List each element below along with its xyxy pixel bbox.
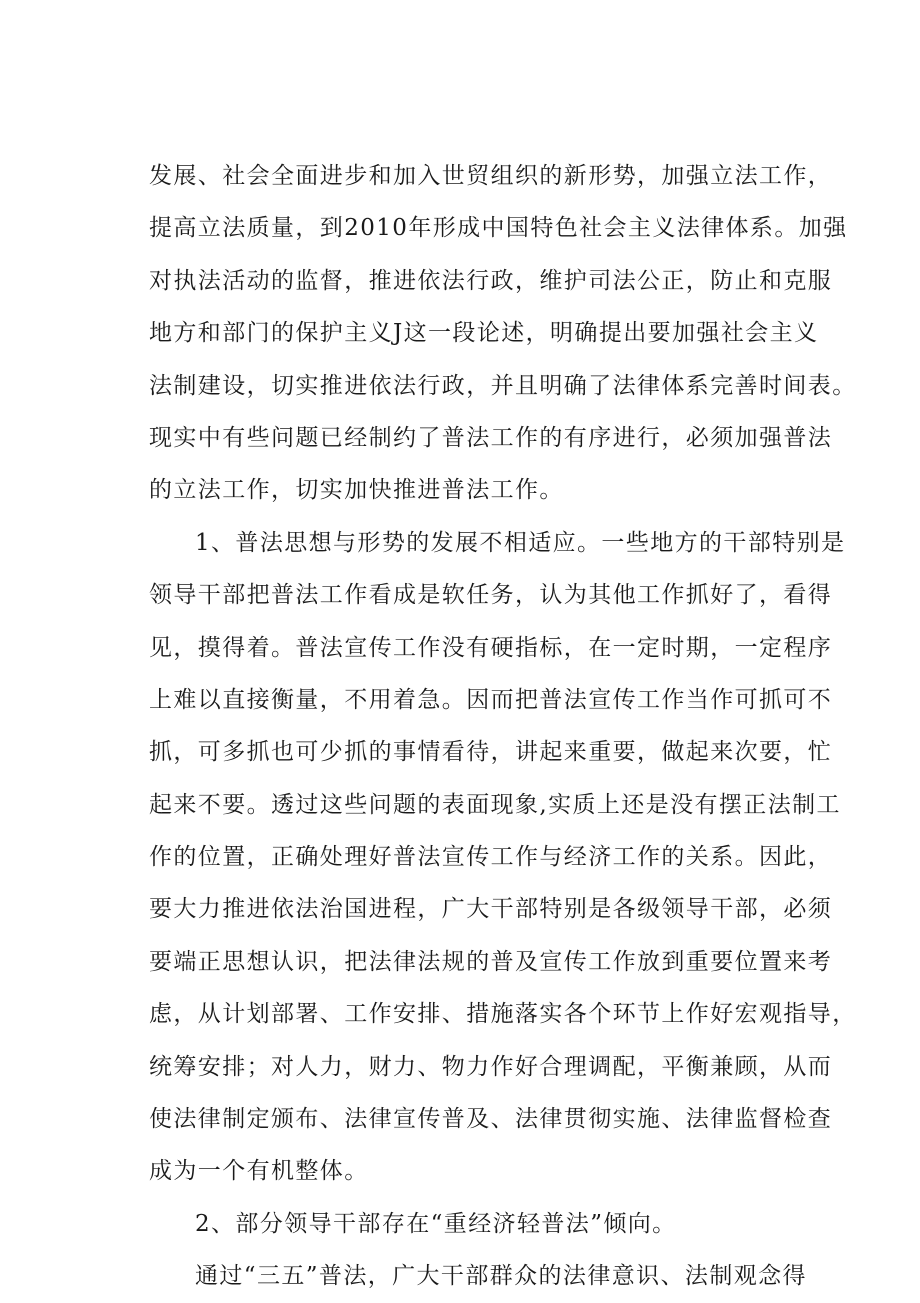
text-line: 作的位置，正确处理好普法宣传工作与经济工作的关系。因此，	[149, 844, 833, 871]
text-line: 起来不要。透过这些问题的表面现象,实质上还是没有摆正法制工	[149, 791, 841, 818]
text-line: 通过“三五”普法，广大干部群众的法律意识、法制观念得	[195, 1263, 807, 1290]
text-line: 发展、社会全面进步和加入世贸组织的新形势，加强立法工作，	[149, 163, 833, 189]
text-line: 对执法活动的监督，推进依法行政，维护司法公正，防止和克服	[149, 267, 833, 294]
text-line: 领导干部把普法工作看成是软任务，认为其他工作抓好了，看得	[149, 582, 833, 609]
text-line: 法制建设，切实推进依法行政，并且明确了法律体系完善时间表。	[149, 372, 857, 399]
text-line: 提高立法质量，到2010年形成中国特色社会主义法律体系。加强	[149, 215, 848, 242]
body-text	[149, 150, 857, 1303]
text-line: 2、部分领导干部存在“重经济轻普法”倾向。	[195, 1210, 677, 1237]
text-line: 虑，从计划部署、工作安排、措施落实各个环节上作好宏观指导，	[149, 1001, 857, 1028]
text-line: 的立法工作，切实加快推进普法工作。	[149, 477, 564, 504]
text-line: 抓，可多抓也可少抓的事情看待，讲起来重要，做起来次要，忙	[149, 739, 833, 766]
text-line: 统筹安排；对人力，财力、物力作好合理调配，平衡兼顾，从而	[149, 1053, 833, 1080]
text-line: 地方和部门的保护主义J这一段论述，明确提出要加强社会主义	[149, 320, 819, 347]
text-line: 见，摸得着。普法宣传工作没有硬指标，在一定时期，一定程序	[149, 634, 833, 661]
text-line: 1、普法思想与形势的发展不相适应。一些地方的干部特别是	[195, 529, 846, 556]
text-line: 使法律制定颁布、法律宣传普及、法律贯彻实施、法律监督检查	[149, 1106, 833, 1133]
text-line: 要大力推进依法治国进程，广大干部特别是各级领导干部，必须	[149, 896, 833, 923]
text-line: 要端正思想认识，把法律法规的普及宣传工作放到重要位置来考	[149, 948, 833, 975]
text-line: 上难以直接衡量，不用着急。因而把普法宣传工作当作可抓可不	[149, 686, 833, 713]
text-line: 成为一个有机整体。	[149, 1158, 369, 1185]
text-line: 现实中有些问题已经制约了普法工作的有序进行，必须加强普法	[149, 424, 833, 451]
